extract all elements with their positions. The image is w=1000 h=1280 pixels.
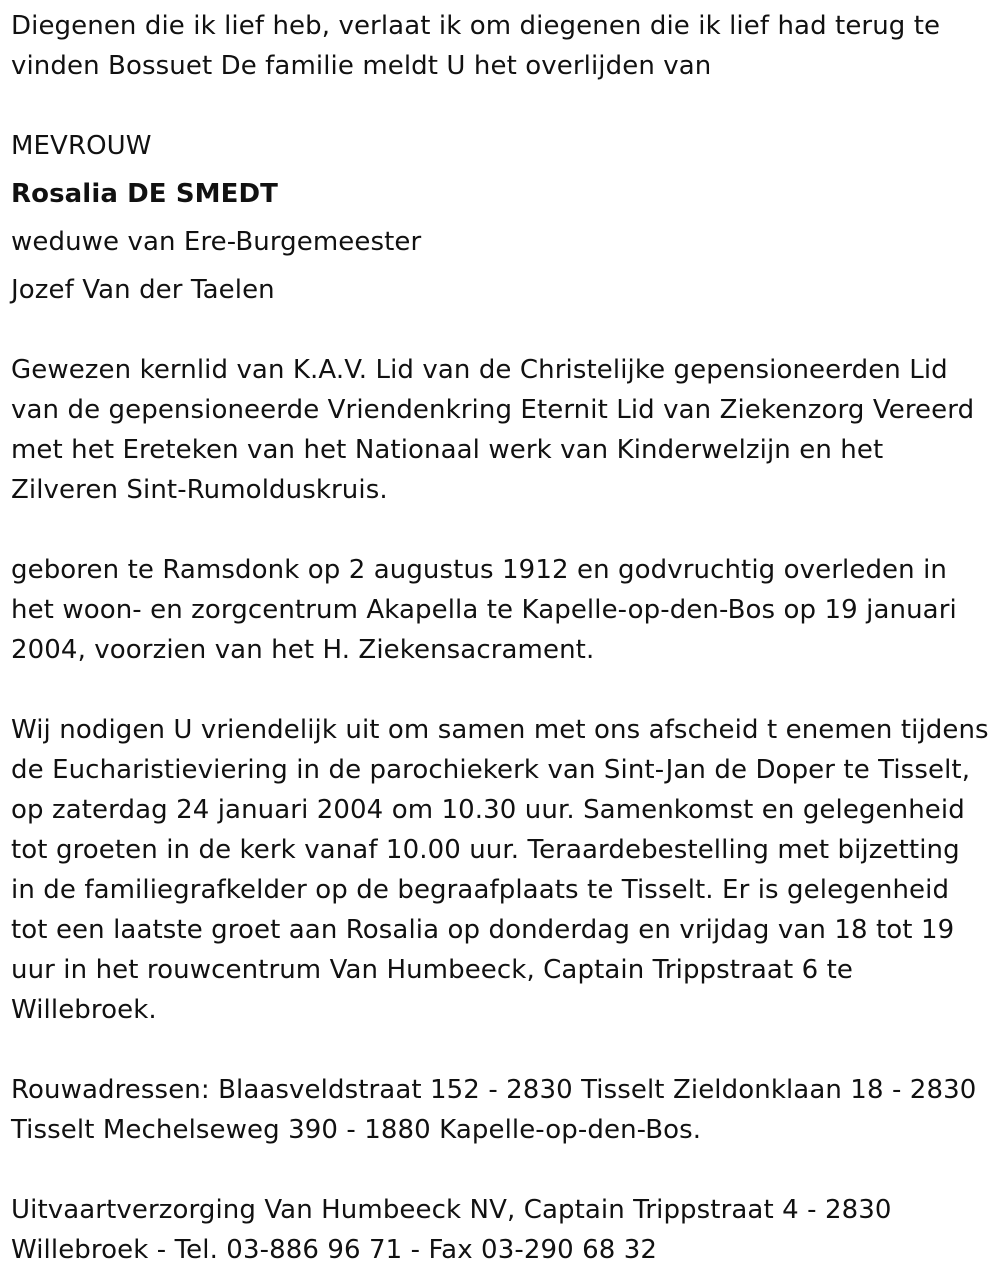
spacer bbox=[11, 1030, 990, 1070]
widow-line-2: Jozef Van der Taelen bbox=[11, 275, 275, 305]
spacer bbox=[11, 310, 990, 350]
widow-line-1: weduwe van Ere-Burgemeester bbox=[11, 227, 422, 257]
memberships-text: Gewezen kernlid van K.A.V. Lid van de Christelijke gepensioneerden Lid van de gepensioneerde Vriendenkring Eternit Lid van Ziekenzorg Vereerd met het Ereteken van het Nationaal werk van Kinderwelzijn en het Zilveren Sint-Rumolduskruis. bbox=[11, 355, 975, 505]
deceased-name: Rosalia DE SMEDT bbox=[11, 179, 278, 209]
intro-text: Diegenen die ik lief heb, verlaat ik om diegenen die ik lief had terug te vinden Bossuet De familie meldt U het overlijden van bbox=[11, 11, 941, 81]
invitation-text: Wij nodigen U vriendelijk uit om samen met ons afscheid t enemen tijdens de Eucharistieviering in de parochiekerk van Sint-Jan de Doper te Tisselt, op zaterdag 24 januari 2004 om 10.30 uur. Samenkomst en gelegenheid tot groeten in de kerk vanaf 10.00 uur. Teraardebestelling met bijzetting in de familiegrafkelder op de begraafplaats te Tisselt. Er is gelegenheid tot een laatste groet aan Rosalia op donderdag en vrijdag van 18 tot 19 uur in het rouwcentrum Van Humbeeck, Captain Trippstraat 6 te Willebroek. bbox=[11, 715, 989, 1025]
spacer bbox=[11, 510, 990, 550]
birth-death-text: geboren te Ramsdonk op 2 augustus 1912 en godvruchtig overleden in het woon- en zorgcentrum Akapella te Kapelle-op-den-Bos op 19 januari 2004, voorzien van het H. Ziekensacrament. bbox=[11, 555, 957, 665]
spacer bbox=[11, 86, 990, 126]
addresses-text: Rouwadressen: Blaasveldstraat 152 - 2830 Tisselt Zieldonklaan 18 - 2830 Tisselt Mechelseweg 390 - 1880 Kapelle-op-den-Bos. bbox=[11, 1075, 977, 1145]
honorific-title: MEVROUW bbox=[11, 131, 152, 161]
spacer bbox=[11, 262, 990, 270]
spacer bbox=[11, 670, 990, 710]
funeral-home-text: Uitvaartverzorging Van Humbeeck NV, Captain Trippstraat 4 - 2830 Willebroek - Tel. 03-886 96 71 - Fax 03-290 68 32 bbox=[11, 1195, 892, 1265]
spacer bbox=[11, 1150, 990, 1190]
